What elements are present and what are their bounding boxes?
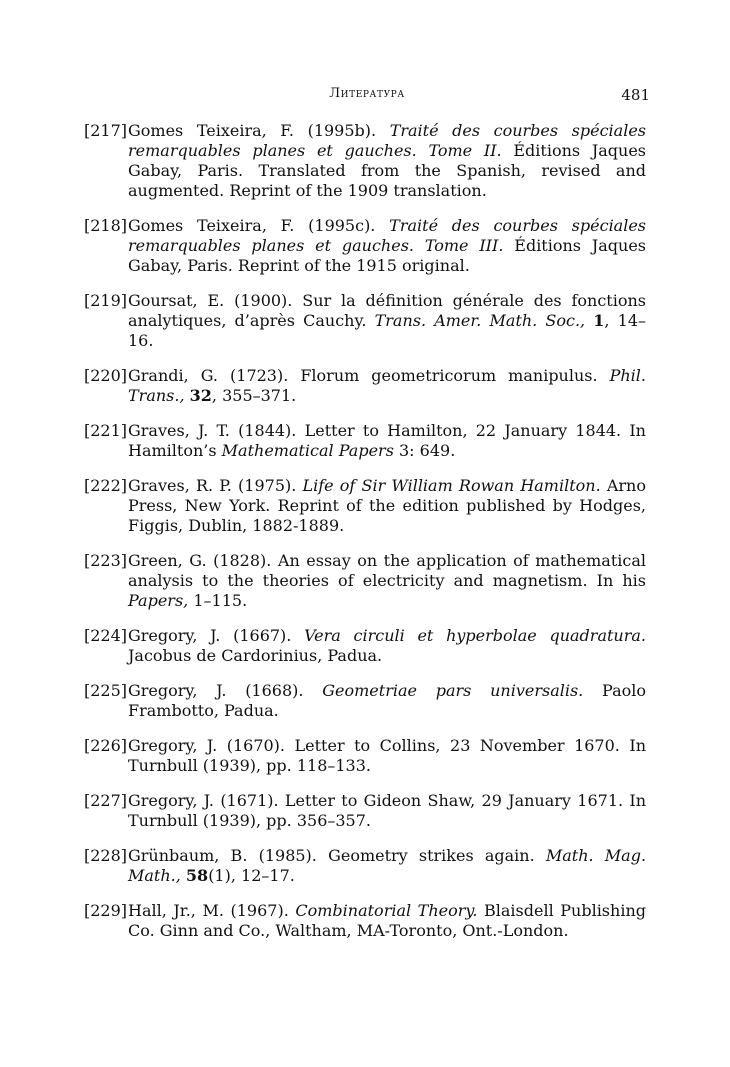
reference-entry: [84, 626, 646, 666]
reference-text: [128, 291, 646, 351]
reference-publication: Paolo Frambotto, Padua.: [128, 681, 646, 720]
reference-entry: [84, 736, 646, 776]
reference-entry: [84, 216, 646, 276]
reference-entry: [84, 121, 646, 201]
reference-title: Life of Sir William Rowan Hamilton.: [302, 476, 601, 495]
reference-text: [128, 476, 646, 536]
reference-text: [128, 121, 646, 201]
reference-year: (1828).: [213, 551, 272, 570]
reference-number: [226]: [84, 736, 128, 755]
reference-publication: , 355–371.: [211, 386, 297, 405]
reference-year: (1668).: [245, 681, 304, 700]
reference-number: [228]: [84, 846, 128, 865]
reference-authors: Gomes Teixeira, F.: [128, 216, 295, 235]
reference-entry: [84, 476, 646, 536]
reference-number: [227]: [84, 791, 128, 810]
reference-text: [128, 791, 646, 831]
reference-entry: [84, 901, 646, 941]
reference-number: [219]: [84, 291, 128, 310]
reference-authors: Graves, R. P.: [128, 476, 232, 495]
reference-entry: [84, 846, 646, 886]
reference-authors: Gregory, J.: [128, 681, 227, 700]
reference-text: [128, 626, 646, 666]
reference-text: [128, 216, 646, 276]
reference-publication: Arno Press, New York. Reprint of the edition published by Hodges, Figgis, Dublin, 1882-1889.: [128, 476, 646, 535]
reference-number: [217]: [84, 121, 128, 140]
reference-volume: 58: [185, 866, 209, 885]
running-title: Литература: [329, 86, 405, 101]
reference-authors: Gregory, J.: [128, 736, 218, 755]
reference-publication: , 14–16.: [128, 311, 647, 350]
reference-year: (1670).: [226, 736, 286, 755]
reference-entry: [84, 421, 646, 461]
reference-description: Florum geometricorum manipulus.: [300, 366, 598, 385]
reference-authors: Gregory, J.: [128, 791, 214, 810]
reference-text: [128, 421, 646, 461]
reference-volume: 1: [593, 311, 605, 330]
reference-entry: [84, 681, 646, 721]
reference-entry: [84, 551, 646, 611]
reference-description: Letter to Gideon Shaw, 29 January 1671. In Turnbull (1939), pp. 356–357.: [128, 791, 647, 830]
reference-title: Phil. Trans.,: [128, 366, 646, 405]
reference-title: Math. Mag. Math.,: [128, 846, 647, 885]
reference-title: Mathematical Papers: [221, 441, 394, 460]
reference-publication: 1–115.: [193, 591, 248, 610]
reference-title: Geometriae pars universalis.: [322, 681, 584, 700]
reference-number: [225]: [84, 681, 128, 700]
reference-title: Traité des courbes spéciales remarquables planes et gauches. Tome III.: [128, 216, 647, 255]
reference-number: [229]: [84, 901, 128, 920]
reference-description: Geometry strikes again.: [328, 846, 535, 865]
reference-publication: Jacobus de Cardorinius, Padua.: [128, 646, 383, 665]
reference-list: [84, 121, 646, 956]
reference-publication: Éditions Jaques Gabay, Paris. Translated from the Spanish, revised and augmented. Reprint of the 1909 translation.: [128, 141, 647, 200]
reference-description: Sur la définition générale des fonctions analytiques, d’après Cauchy.: [128, 291, 646, 330]
reference-year: (1975).: [238, 476, 297, 495]
reference-title: Combinatorial Theory.: [295, 901, 478, 920]
reference-publication: Blaisdell Publishing Co. Ginn and Co., Waltham, MA-Toronto, Ont.-London.: [128, 901, 646, 940]
reference-year: (1667).: [233, 626, 292, 645]
reference-year: (1995b).: [307, 121, 377, 140]
reference-authors: Grünbaum, B.: [128, 846, 248, 865]
reference-entry: [84, 366, 646, 406]
reference-text: [128, 551, 646, 611]
reference-description: An essay on the application of mathematical analysis to the theories of electricity and magnetism. In his: [128, 551, 646, 590]
reference-text: [128, 901, 646, 941]
reference-volume: 32: [189, 386, 212, 405]
reference-year: (1844).: [238, 421, 297, 440]
reference-authors: Graves, J. T.: [128, 421, 230, 440]
reference-authors: Goursat, E.: [128, 291, 225, 310]
reference-number: [223]: [84, 551, 128, 570]
reference-publication: Éditions Jaques Gabay, Paris. Reprint of the 1915 original.: [128, 236, 647, 275]
reference-year: (1723).: [230, 366, 289, 385]
reference-year: (1900).: [234, 291, 293, 310]
reference-number: [224]: [84, 626, 128, 645]
reference-entry: [84, 291, 646, 351]
reference-authors: Green, G.: [128, 551, 207, 570]
reference-number: [218]: [84, 216, 128, 235]
reference-description: Letter to Hamilton, 22 January 1844. In Hamilton’s: [128, 421, 646, 460]
reference-title: Vera circuli et hyperbolae quadratura.: [304, 626, 646, 645]
reference-year: (1995c).: [308, 216, 376, 235]
reference-title: Traité des courbes spéciales remarquables planes et gauches. Tome II.: [128, 121, 646, 160]
reference-year: (1671).: [220, 791, 279, 810]
reference-text: [128, 846, 646, 886]
page-header: [84, 86, 650, 106]
reference-title: Trans. Amer. Math. Soc.,: [374, 311, 586, 330]
reference-authors: Gregory, J.: [128, 626, 221, 645]
reference-entry: [84, 791, 646, 831]
reference-number: [220]: [84, 366, 128, 385]
reference-year: (1985).: [258, 846, 317, 865]
reference-title: Papers,: [128, 591, 189, 610]
reference-text: [128, 681, 646, 721]
reference-publication: 3: 649.: [399, 441, 456, 460]
page-number: 481: [621, 86, 650, 104]
reference-authors: Hall, Jr., M.: [128, 901, 224, 920]
reference-text: [128, 366, 646, 406]
reference-authors: Grandi, G.: [128, 366, 219, 385]
reference-description: Letter to Collins, 23 November 1670. In Turnbull (1939), pp. 118–133.: [128, 736, 647, 775]
reference-publication: (1), 12–17.: [208, 866, 295, 885]
reference-number: [222]: [84, 476, 128, 495]
reference-year: (1967).: [230, 901, 289, 920]
reference-authors: Gomes Teixeira, F.: [128, 121, 294, 140]
reference-text: [128, 736, 646, 776]
reference-number: [221]: [84, 421, 128, 440]
